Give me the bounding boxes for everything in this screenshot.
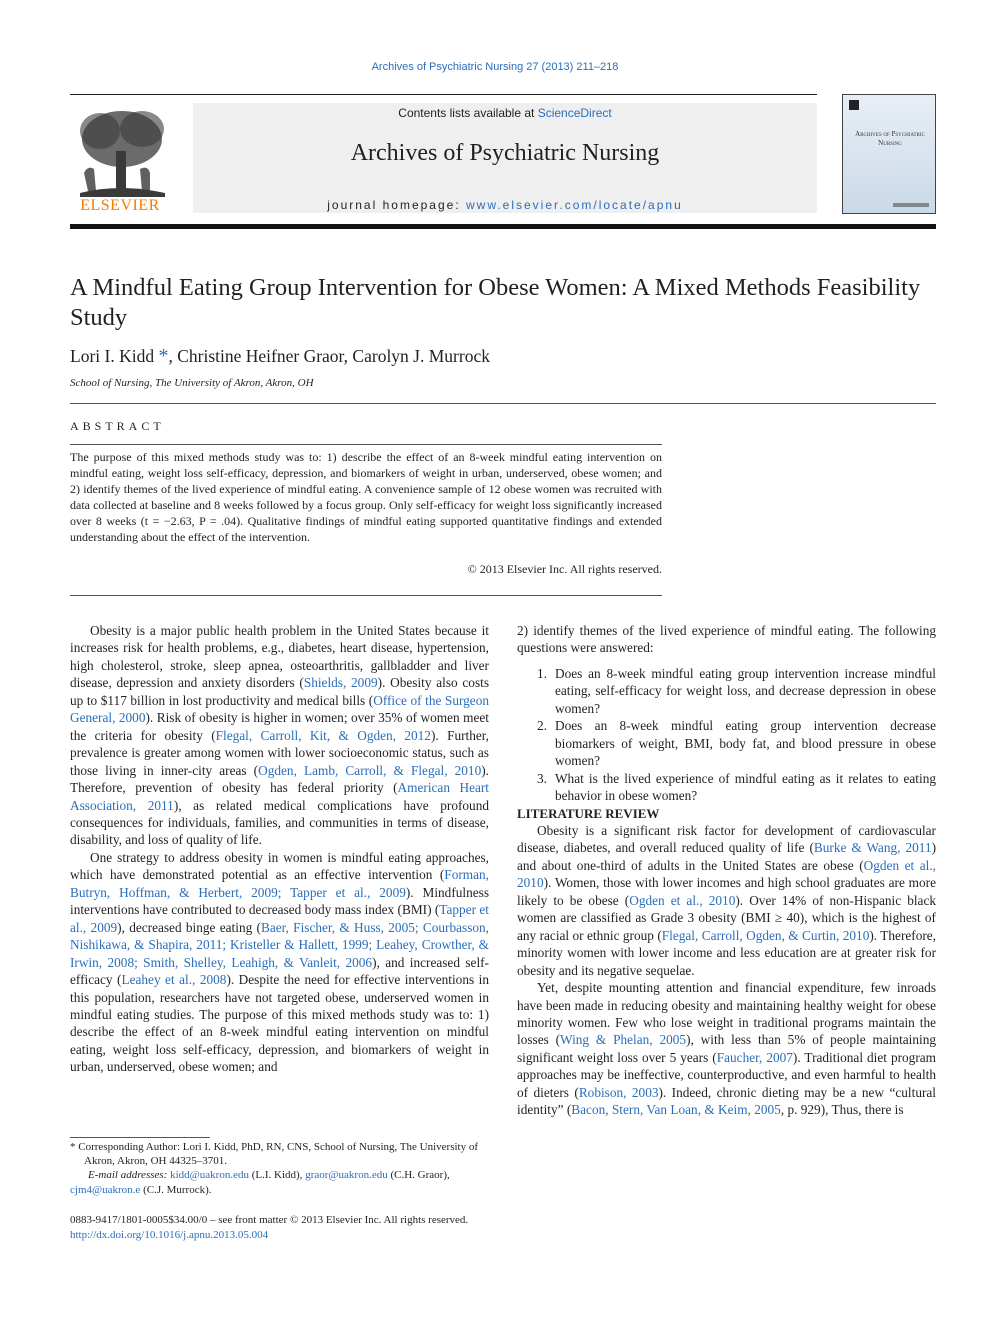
footnote-rule: [70, 1137, 210, 1138]
journal-cover-thumbnail[interactable]: [842, 94, 936, 214]
citation-link[interactable]: Ogden et al., 2010: [517, 857, 936, 891]
email-link[interactable]: kidd@uakron.edu: [170, 1169, 249, 1182]
body-right-column: [517, 622, 936, 1119]
citation-link[interactable]: Wing & Phelan, 2005: [560, 1032, 687, 1048]
cover-footer-bar: [893, 203, 929, 207]
email-link[interactable]: cjm4@uakron.e: [70, 1183, 141, 1196]
elsevier-wordmark: ELSEVIER: [80, 197, 160, 214]
header-thick-rule: [70, 224, 936, 229]
homepage-prefix: journal homepage:: [327, 198, 466, 212]
abstract-text: The purpose of this mixed methods study was to: 1) describe the effect of an 8-week mindful eating intervention on mindful eating, weight loss self-efficacy, depression, and biomarkers of weight in urban, underserved, obese women; and 2) identify themes of the lived experience of mindful eating. A convenience sample of 12 obese women was recruited with data collected at baseline and 8 weeks followed by a focus group. Only self-efficacy for weight loss significantly increased over 8 weeks (t = −2.63, P = .04). Qualitative findings of mindful eating supported quantitative findings and extended understanding about the effect of the intervention.: [70, 450, 662, 544]
journal-title: Archives of Psychiatric Nursing: [350, 140, 660, 166]
body-left-column: [70, 622, 489, 1076]
cover-title: Archives of Psychiatric Nursing: [855, 130, 925, 147]
author-first: Lori I. Kidd: [70, 346, 155, 366]
journal-reference[interactable]: Archives of Psychiatric Nursing 27 (2013) 211–218: [371, 61, 619, 73]
cover-publisher-icon: [849, 100, 859, 110]
citation-link[interactable]: Leahey et al., 2008: [121, 972, 227, 988]
citation-link[interactable]: Robison, 2003: [578, 1084, 659, 1100]
contents-prefix: Contents lists available at: [398, 106, 538, 120]
journal-homepage-line: [193, 198, 817, 212]
article-bottom-info: [70, 1213, 468, 1242]
citation-link[interactable]: Burke & Wang, 2011: [813, 840, 932, 856]
email-note-continued: cjm4@uakron.e (C.J. Murrock).: [70, 1183, 212, 1196]
sciencedirect-link[interactable]: ScienceDirect: [537, 106, 612, 120]
list-item: 3. What is the lived experience of mindful eating as it relates to eating behavior in obese women?: [537, 770, 936, 804]
lit-paragraph-2: Yet, despite mounting attention and financial expenditure, few inroads have been made in reducing obesity and maintaining healthy weight for obese minority women. Few who lose weight in traditional programs maintain the losses (Wing & Phelan, 2005), with less than 5% of people maintaining significant weight loss over 5 years (Faucher, 2007). Traditional diet program approaches may be ineffective, counterproductive, and even harmful to health of dieters (Robison, 2003). Indeed, chronic dieting may be a new “cultural identity” (Bacon, Stern, Van Loan, & Keim, 2005, p. 929), Thus, there is: [517, 980, 936, 1118]
lit-paragraph-1: Obesity is a significant risk factor for development of cardiovascular disease, diabetes, and overall reduced quality of life (Burke & Wang, 2011) and about one-third of adults in the United States are obese (Ogden et al., 2010). Women, those with lower incomes and high school graduates are more likely to be obese (Ogden et al., 2010). Over 14% of non-Hispanic black women are classified as Grade 3 obesity (BMI ≥ 40), which is the highest of any racial or ethnic group (Flegal, Carroll, Ogden, & Curtin, 2010). Therefore, minority women with lower income and less education are at greater risk for obesity and its negative sequelae.: [517, 822, 937, 978]
intro-paragraph-2-continued: 2) identify themes of the lived experience of mindful eating. The following questions were answered:: [517, 623, 936, 656]
abstract-heading: ABSTRACT: [70, 419, 165, 433]
corresponding-author-mark[interactable]: *: [158, 345, 169, 367]
list-item: 2. Does an 8-week mindful eating group intervention decrease biomarkers of weight, BMI, body fat, and blood pressure in obese women?: [537, 718, 936, 769]
intro-paragraph-2: One strategy to address obesity in women is mindful eating approaches, which have demonstrated potential as an effective intervention (Forman, Butryn, Hoffman, & Herbert, 2009; Tapper et al., 2009). Mindfulness interventions have contributed to decreased body mass index (BMI) (Tapper et al., 2009), decreased binge eating (Baer, Fischer, & Huss, 2005; Courbasson, Nishikawa, & Shapira, 2011; Kristeller & Hallett, 1999; Leahey, Crowther, & Irwin, 2008; Smith, Shelley, Leahigh, & Vanleit, 2006), and increased self-efficacy (Leahey et al., 2008). Despite the need for effective interventions in this population, researchers have not targeted obese, underserved women in mindful eating studies. The purpose of this mixed methods study was to: 1) describe the effect of an 8-week mindful eating intervention on mindful eating, weight loss self-efficacy, depression, and biomarkers of weight in urban, underserved, obese women; and: [70, 849, 489, 1075]
header-top-rule: [70, 94, 817, 95]
email-link[interactable]: graor@uakron.edu: [305, 1169, 388, 1182]
citation-link[interactable]: Shields, 2009: [303, 675, 378, 691]
issn-line: 0883-9417/1801-0005$34.00/0 – see front matter © 2013 Elsevier Inc. All rights reserved.: [70, 1214, 469, 1226]
abstract-heading-rule: [70, 444, 662, 445]
list-item: 1. Does an 8-week mindful eating group intervention increase mindful eating, self-efficacy for weight loss, and decrease depression in obese women?: [537, 665, 936, 716]
literature-review-heading: LITERATURE REVIEW: [517, 805, 660, 821]
corresponding-author-note: * Corresponding Author: Lori I. Kidd, PhD, RN, CNS, School of Nursing, The University of Akron, Akron, OH 44325–3701.: [70, 1141, 479, 1168]
doi-link[interactable]: http://dx.doi.org/10.1016/j.apnu.2013.05.004: [70, 1228, 269, 1241]
citation-link[interactable]: Forman, Butryn, Hoffman, & Herbert, 2009; Tapper et al., 2009: [70, 867, 489, 900]
citation-link[interactable]: Baer, Fischer, & Huss, 2005; Courbasson, Nishikawa, & Shapira, 2011; Kristeller & Hallett, 1999; Leahey, Crowther, & Irwin, 2008; Smith, Shelley, Leahigh, & Vanleit, 2006: [70, 919, 489, 970]
affiliation: School of Nursing, The University of Akron, Akron, OH: [70, 377, 314, 389]
citation-link[interactable]: Office of the Surgeon General, 2000: [70, 692, 490, 726]
citation-link[interactable]: Ogden et al., 2010: [629, 892, 736, 908]
research-questions: [517, 665, 936, 805]
citation-link[interactable]: Bacon, Stern, Van Loan, & Keim, 2005: [571, 1102, 781, 1118]
footnotes: [70, 1140, 489, 1197]
contents-available-line: [193, 106, 817, 120]
citation-link[interactable]: Flegal, Carroll, Kit, & Ogden, 2012: [215, 727, 431, 743]
citation-link[interactable]: Tapper et al., 2009: [70, 902, 489, 935]
author-rest: , Christine Heifner Graor, Carolyn J. Murrock: [168, 346, 490, 366]
abstract-copyright: © 2013 Elsevier Inc. All rights reserved.: [467, 562, 662, 576]
citation-link[interactable]: Faucher, 2007: [716, 1049, 793, 1065]
abstract-bottom-rule: [70, 595, 662, 596]
abstract-top-rule: [70, 403, 936, 404]
email-note: E-mail addresses: kidd@uakron.edu (L.I. Kidd), graor@uakron.edu (C.H. Graor),: [88, 1169, 450, 1182]
citation-link[interactable]: Ogden, Lamb, Carroll, & Flegal, 2010: [258, 762, 482, 778]
citation-link[interactable]: Flegal, Carroll, Ogden, & Curtin, 2010: [661, 927, 870, 943]
email-label: E-mail addresses:: [88, 1169, 171, 1182]
article-title: A Mindful Eating Group Intervention for Obese Women: A Mixed Methods Feasibility Study: [70, 274, 921, 331]
citation-link[interactable]: American Heart Association, 2011: [70, 780, 489, 813]
author-list: [70, 345, 490, 368]
intro-paragraph-1: Obesity is a major public health problem in the United States because it increases risk for health problems, e.g., diabetes, heart disease, hypertension, high cholesterol, stroke, sleep apnea, osteoarthritis, gallbladder and liver disease, depression and anxiety disorders (Shields, 2009). Obesity also costs up to $117 billion in lost productivity and medical bills (Office of the Surgeon General, 2000). Risk of obesity is higher in women; over 35% of women meet the criteria for obesity (Flegal, Carroll, Kit, & Ogden, 2012). Further, prevalence is greater among women with lower socioeconomic status, such as those living in inner-city areas (Ogden, Lamb, Carroll, & Flegal, 2010). Therefore, prevention of obesity has federal priority (American Heart Association, 2011), as related medical complications have profound consequences for individuals, families, and communities in terms of disease, disability, and loss of quality of life.: [70, 623, 490, 848]
homepage-link[interactable]: www.elsevier.com/locate/apnu: [466, 198, 683, 212]
